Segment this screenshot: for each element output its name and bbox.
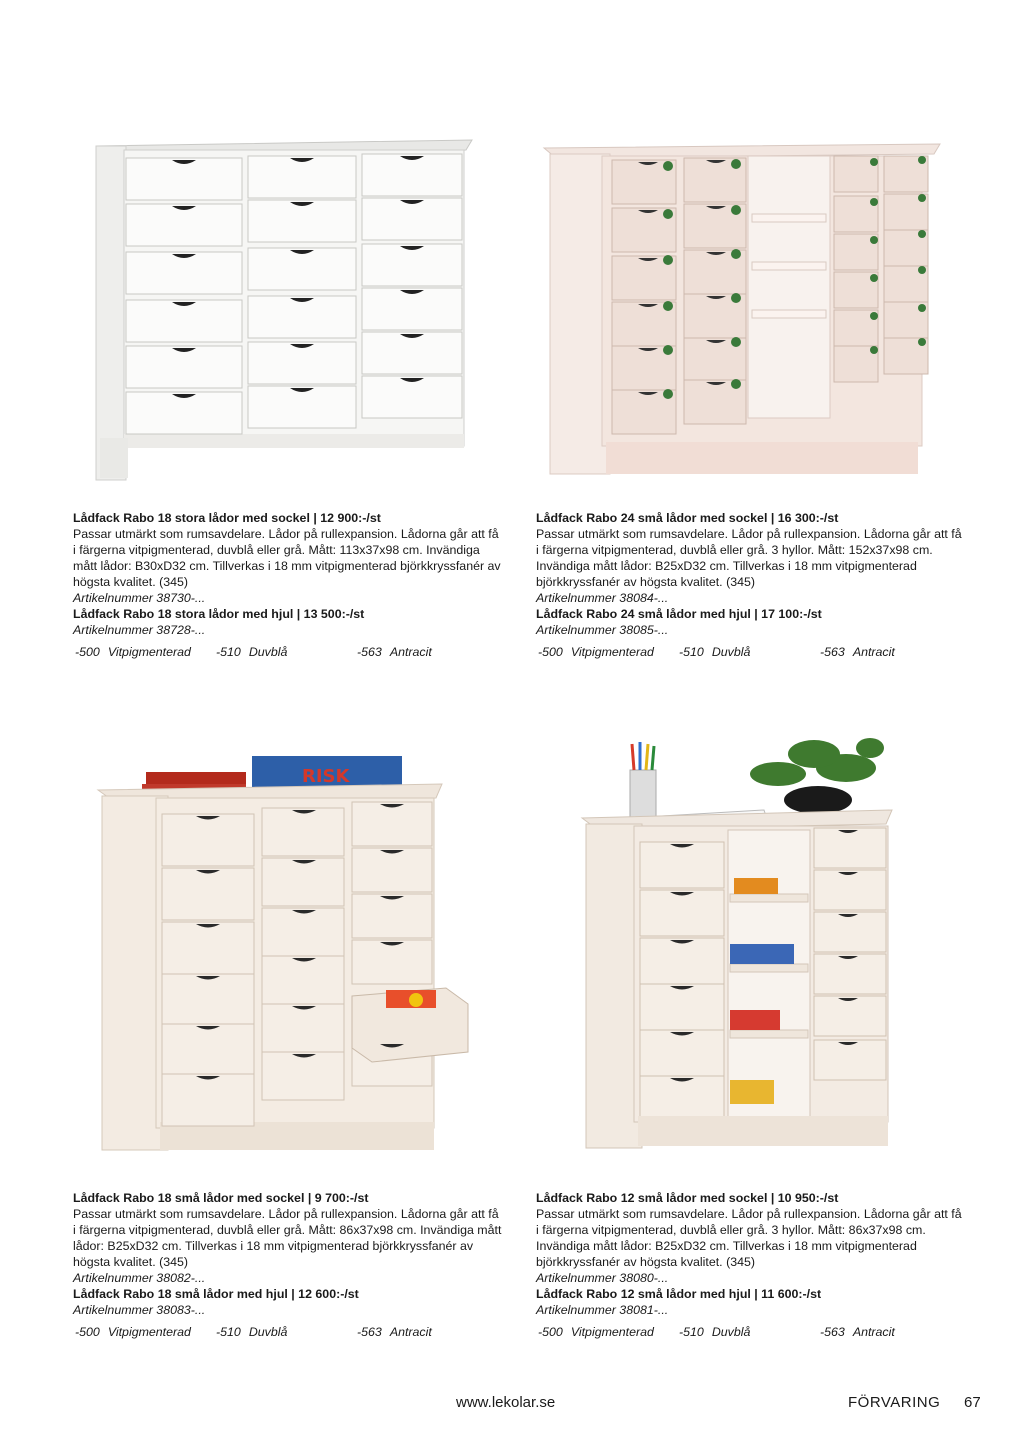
- product-title: Lådfack Rabo 24 små lådor med sockel | 16 300:-/st: [536, 511, 839, 525]
- cream-drawer-cabinet-12-small-shelves-icon: [578, 730, 898, 1155]
- product-title: Lådfack Rabo 18 små lådor med sockel | 9 700:-/st: [73, 1191, 369, 1205]
- page-number: 67: [964, 1394, 981, 1411]
- color-name: Vitpigmenterad: [570, 1325, 654, 1339]
- pink-drawer-cabinet-24-small-shelves-icon: [542, 142, 942, 477]
- product-image-rabo-24-small: [542, 142, 942, 482]
- color-name: Antracit: [389, 1325, 432, 1339]
- color-options: [73, 1324, 503, 1340]
- color-name: Duvblå: [248, 645, 288, 659]
- product-info-2: [536, 510, 966, 660]
- article-number-wheels: Artikelnummer 38083-...: [73, 1303, 206, 1317]
- product-image-rabo-18-large: [88, 138, 478, 488]
- color-code: -563: [357, 645, 382, 659]
- color-name: Antracit: [852, 645, 895, 659]
- article-number: Artikelnummer 38080-...: [536, 1271, 669, 1285]
- color-name: Antracit: [852, 1325, 895, 1339]
- product-info-1: [73, 510, 503, 660]
- article-number-wheels: Artikelnummer 38085-...: [536, 623, 669, 637]
- article-number: Artikelnummer 38082-...: [73, 1271, 206, 1285]
- color-options: [73, 644, 503, 660]
- color-code: -510: [216, 1325, 241, 1339]
- color-name: Vitpigmenterad: [107, 645, 191, 659]
- color-name: Duvblå: [711, 645, 751, 659]
- product-image-rabo-18-small: [96, 752, 476, 1162]
- section-label: FÖRVARING: [848, 1394, 941, 1411]
- color-code: -563: [820, 645, 845, 659]
- product-title-wheels: Lådfack Rabo 18 små lådor med hjul | 12 600:-/st: [73, 1287, 359, 1301]
- color-options: [536, 644, 966, 660]
- color-options: [536, 1324, 966, 1340]
- product-title-wheels: Lådfack Rabo 24 små lådor med hjul | 17 100:-/st: [536, 607, 822, 621]
- color-code: -510: [216, 645, 241, 659]
- product-title: Lådfack Rabo 12 små lådor med sockel | 10 950:-/st: [536, 1191, 839, 1205]
- product-info-3: [73, 1190, 503, 1340]
- product-description: Passar utmärkt som rumsavdelare. Lådor på rullexpansion. Lådorna går att få i färgerna vitpigmenterad, duvblå eller grå. 3 hyllor. Mått: 86x37x98 cm. Invändiga mått lådor: B25xD32 cm. Tillverkas i 18 mm vitpigmenterad björkkryssfanér av högsta kvalitet. (345): [536, 1207, 962, 1269]
- color-code: -510: [679, 1325, 704, 1339]
- color-code: -500: [538, 1325, 563, 1339]
- product-image-rabo-12-small: [578, 730, 898, 1160]
- article-number-wheels: Artikelnummer 38081-...: [536, 1303, 669, 1317]
- cream-drawer-cabinet-18-small-icon: [96, 752, 476, 1157]
- color-name: Duvblå: [711, 1325, 751, 1339]
- product-title: Lådfack Rabo 18 stora lådor med sockel | 12 900:-/st: [73, 511, 381, 525]
- product-info-4: [536, 1190, 966, 1340]
- color-name: Duvblå: [248, 1325, 288, 1339]
- product-description: Passar utmärkt som rumsavdelare. Lådor på rullexpansion. Lådorna går att få i färgerna vitpigmenterad, duvblå eller grå. Mått: 113x37x98 cm. Invändiga mått lådor: B30xD32 cm. Tillverkas i 18 mm vitpigmenterad björkkryssfanér av högsta kvalitet. (345): [73, 527, 501, 589]
- product-description: Passar utmärkt som rumsavdelare. Lådor på rullexpansion. Lådorna går att få i färgerna vitpigmenterad, duvblå eller grå. 3 hyllor. Mått: 152x37x98 cm. Invändiga mått lådor: B25xD32 cm. Tillverkas i 18 mm vitpigmenterad björkkryssfanér av högsta kvalitet. (345): [536, 527, 962, 589]
- color-name: Vitpigmenterad: [107, 1325, 191, 1339]
- product-title-wheels: Lådfack Rabo 12 små lådor med hjul | 11 600:-/st: [536, 1287, 822, 1301]
- color-code: -563: [357, 1325, 382, 1339]
- product-title-wheels: Lådfack Rabo 18 stora lådor med hjul | 13 500:-/st: [73, 607, 365, 621]
- color-name: Vitpigmenterad: [570, 645, 654, 659]
- white-drawer-cabinet-18-large-icon: [88, 138, 478, 483]
- article-number: Artikelnummer 38084-...: [536, 591, 669, 605]
- color-code: -500: [75, 1325, 100, 1339]
- article-number: Artikelnummer 38730-...: [73, 591, 206, 605]
- color-code: -563: [820, 1325, 845, 1339]
- color-code: -500: [75, 645, 100, 659]
- svg-text:RISK: RISK: [302, 766, 350, 787]
- product-description: Passar utmärkt som rumsavdelare. Lådor på rullexpansion. Lådorna går att få i färgerna vitpigmenterad, duvblå eller grå. Mått: 86x37x98 cm. Invändiga mått lådor: B25xD32 cm. Tillverkas i 18 mm vitpigmenterad björkkryssfanér av högsta kvalitet. (345): [73, 1207, 502, 1269]
- article-number-wheels: Artikelnummer 38728-...: [73, 623, 206, 637]
- color-code: -500: [538, 645, 563, 659]
- color-code: -510: [679, 645, 704, 659]
- color-name: Antracit: [389, 645, 432, 659]
- website-link[interactable]: www.lekolar.se: [456, 1394, 556, 1411]
